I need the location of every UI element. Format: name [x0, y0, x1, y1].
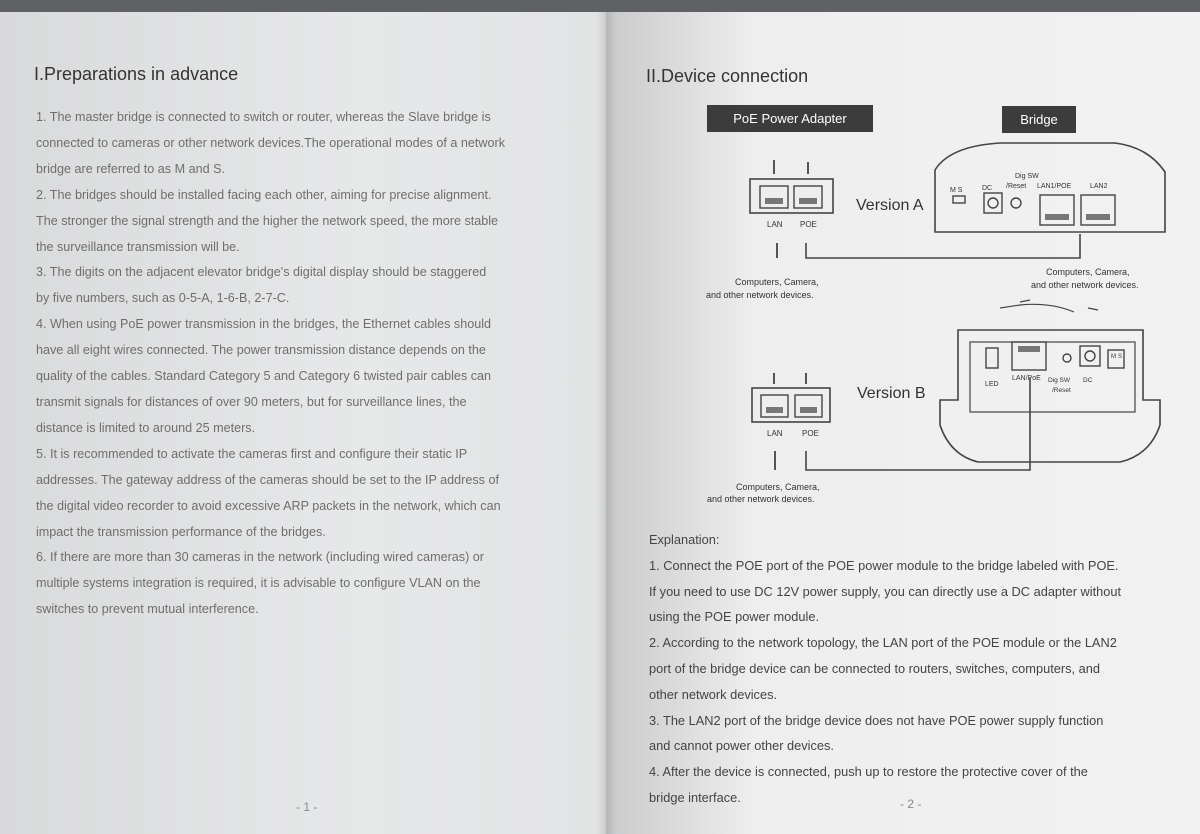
reset-label: /Reset [1006, 183, 1027, 190]
poe-port-icon [794, 186, 822, 208]
devices-label-a2: and other network devices. [706, 290, 814, 300]
lan2-label: LAN2 [1090, 183, 1108, 190]
text-line: port of the bridge device can be connected to routers, switches, computers, and [649, 660, 1100, 676]
text-line: 1. The master bridge is connected to switch or router, whereas the Slave bridge is [36, 110, 491, 124]
bridge-b-body [940, 330, 1160, 462]
text-line: 2. According to the network topology, the LAN port of the POE module or the LAN2 [649, 635, 1117, 651]
ms-switch-label: M S [950, 187, 963, 194]
lan-port-label: LAN [767, 220, 783, 229]
explanation-title: Explanation: [649, 532, 720, 547]
text-line: addresses. The gateway address of the cameras should be set to the IP address of [36, 472, 499, 487]
dc-port-label: DC [982, 185, 993, 192]
lan1-poe-port-icon [1040, 195, 1074, 225]
version-a-label: Version A [856, 197, 924, 214]
s-label-b: S [1118, 354, 1123, 360]
preparations-heading: I.Preparations in advance [34, 64, 239, 84]
reset-label-b: /Reset [1052, 387, 1071, 394]
dig-sw-label-b: Dig SW [1048, 377, 1071, 384]
text-line: and cannot power other devices. [649, 738, 834, 754]
text-line: 3. The LAN2 port of the bridge device does not have POE power supply function [649, 712, 1104, 728]
text-line: 2. The bridges should be installed facing each other, aiming for precise alignment. [36, 187, 492, 202]
text-line: 1. Connect the POE port of the POE power module to the bridge labeled with POE. [649, 557, 1119, 573]
devices-label-a1: Computers, Camera, [735, 277, 819, 287]
text-line: 3. The digits on the adjacent elevator bridge's digital display should be staggered [36, 265, 487, 280]
text-line: 4. After the device is connected, push up to restore the protective cover of the [649, 764, 1088, 780]
devices-label-b1: Computers, Camera, [736, 482, 820, 492]
devices-label-right2: and other network devices. [1031, 280, 1139, 290]
text-line: other network devices. [649, 686, 778, 702]
text-line: have all eight wires connected. The power transmission distance depends on the [36, 343, 486, 358]
lan-poe-label-b: LAN/PoE [1012, 375, 1041, 382]
version-b-label: Version B [857, 385, 926, 402]
text-line: 6. If there are more than 30 cameras in the network (including wired cameras) or [36, 550, 484, 565]
lan-port-label-b: LAN [767, 429, 783, 438]
text-line: bridge interface. [649, 789, 741, 805]
text-line: transmit signals for distances of over 90 meters, but for surveillance lines, the [36, 394, 467, 409]
devices-label-b2: and other network devices. [707, 494, 815, 504]
lan1-poe-label: LAN1/POE [1037, 183, 1072, 190]
page-number-right: - 2 - [900, 797, 922, 811]
text-line: 5. It is recommended to activate the cameras first and configure their static IP [36, 446, 468, 461]
text-line: distance is limited to around 25 meters. [36, 420, 256, 435]
dc-label-b: DC [1083, 377, 1093, 384]
text-line: using the POE power module. [649, 609, 820, 625]
lan-port-icon [760, 186, 788, 208]
text-line: quality of the cables. Standard Category 5 and Category 6 twisted pair cables can [36, 369, 492, 384]
poe-port-label-b: POE [802, 429, 819, 438]
text-line: impact the transmission performance of the bridges. [36, 524, 326, 539]
led-label: LED [985, 381, 999, 388]
text-line: switches to prevent mutual interference. [36, 602, 259, 617]
dig-sw-label: Dig SW [1015, 173, 1039, 180]
m-label-b: M [1111, 354, 1116, 360]
text-line: by five numbers, such as 0-5-A, 1-6-B, 2-7-C. [36, 291, 290, 306]
text-line: the surveillance transmission will be. [36, 239, 240, 254]
explanation-text [649, 527, 1189, 811]
bridge-label: Bridge [1002, 106, 1076, 133]
poe-adapter-label: PoE Power Adapter [707, 105, 873, 132]
text-line: The stronger the signal strength and the higher the network speed, the more stable [36, 213, 499, 228]
text-line: the digital video recorder to avoid excessive ARP packets in the network, which can [36, 498, 501, 513]
device-connection-heading: II.Device connection [646, 66, 809, 86]
page-number-left: - 1 - [296, 800, 318, 814]
text-line: If you need to use DC 12V power supply, you can directly use a DC adapter without [649, 583, 1122, 599]
text-line: multiple systems integration is required, it is advisable to configure VLAN on the [36, 576, 481, 591]
text-line: connected to cameras or other network devices.The operational modes of a network [36, 135, 506, 150]
devices-label-right1: Computers, Camera, [1046, 267, 1130, 277]
poe-port-label: POE [800, 220, 817, 229]
text-line: 4. When using PoE power transmission in the bridges, the Ethernet cables should [36, 317, 492, 332]
lan2-port-icon [1081, 195, 1115, 225]
bridge-b-housing [1000, 304, 1074, 312]
cable-a [806, 234, 1080, 258]
text-line: bridge are referred to as M and S. [36, 161, 226, 176]
